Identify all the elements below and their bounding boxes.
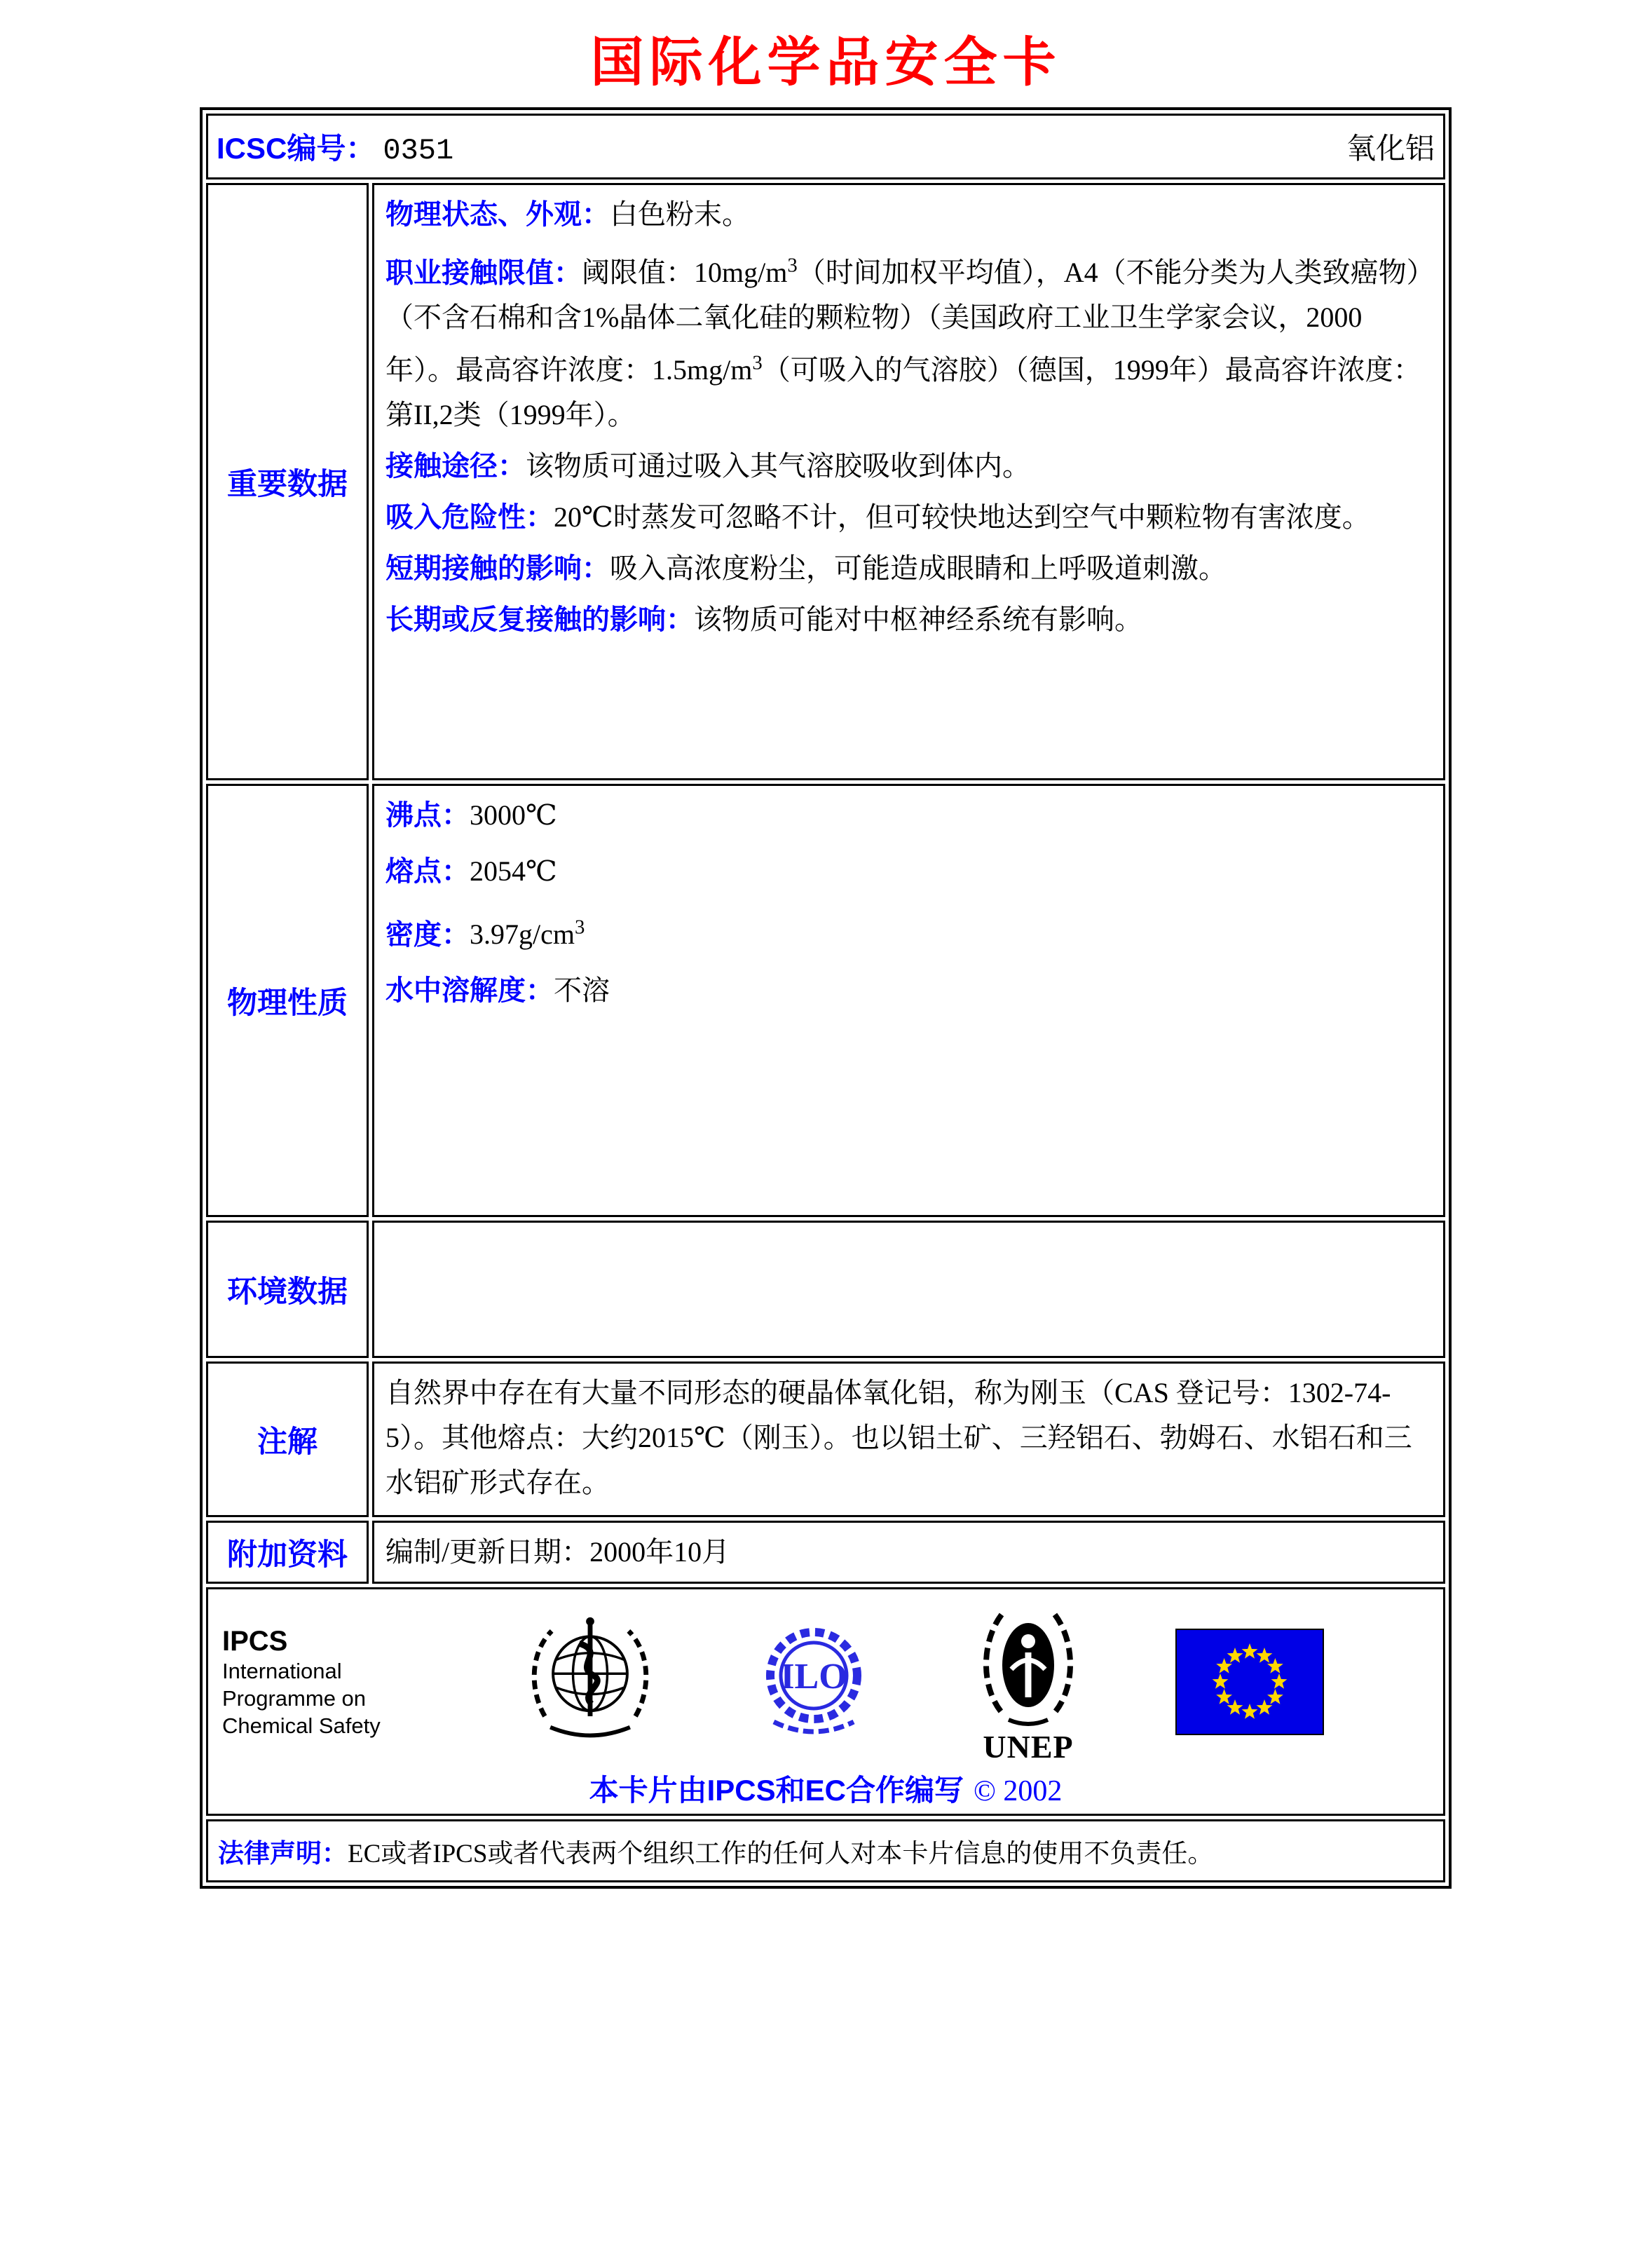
entry-label: 短期接触的影响： — [385, 552, 610, 584]
entry-label: 熔点： — [385, 856, 470, 887]
entry-routes-of-exposure — [385, 444, 1432, 489]
entry-label: 接触途径： — [385, 450, 526, 482]
legal-label: 法律声明： — [218, 1839, 348, 1868]
icsc-number — [217, 125, 453, 168]
entry-boiling-point — [385, 793, 1432, 838]
page-title: 国际化学品安全卡 — [590, 31, 1062, 93]
ipcs-name-line: International — [222, 1658, 342, 1683]
entry-label: 吸入危险性： — [385, 501, 554, 533]
ilo-logo — [747, 1615, 880, 1749]
ipcs-text-block — [222, 1625, 432, 1739]
ilo-wordmark: ILO — [780, 1657, 847, 1697]
entry-water-solubility — [385, 968, 1432, 1013]
entry-value: 2054℃ — [470, 855, 557, 887]
unep-wordmark: UNEP — [982, 1729, 1074, 1765]
icsc-number-label: ICSC编号： — [217, 132, 376, 165]
section-title-notes: 注解 — [206, 1362, 369, 1517]
entry-label: 长期或反复接触的影响： — [385, 604, 694, 635]
legal-text: EC或者IPCS或者代表两个组织工作的任何人对本卡片信息的使用不负责任。 — [348, 1840, 1214, 1868]
entry-value: 阈限值：$10mg/m^3$（时间加权平均值），A4（不能分类为人类致癌物）（不含石棉和含1%晶体二氧化硅的颗粒物）（美国政府工业卫生学家会议，2000年）。最高容许浓度：$1.5mg/m^3$（可吸入的气溶胶）（德国，1999年）最高容许浓度：第II,2类（1999年）。 — [385, 254, 1421, 430]
section-content-important-data — [372, 183, 1445, 780]
entry-label: 沸点： — [385, 800, 470, 831]
entry-density — [385, 905, 1432, 957]
chemical-name: 氧化铝 — [1346, 133, 1435, 165]
entry-value: $3.97g/cm^3$ — [470, 916, 585, 951]
entry-exposure-limits — [385, 243, 1432, 437]
entry-physical-state — [385, 192, 1432, 237]
entry-label: 密度： — [385, 919, 470, 951]
entry-short-term-effects — [385, 546, 1432, 591]
unep-logo — [968, 1599, 1088, 1765]
section-content-physical-properties — [372, 784, 1445, 1217]
entry-label: 物理状态、外观： — [385, 199, 610, 230]
section-content-additional-info: 编制/更新日期：2000年10月 — [372, 1521, 1445, 1584]
entry-value: 20℃时蒸发可忽略不计，但可较快地达到空气中颗粒物有害浓度。 — [554, 501, 1370, 533]
tagline-text: 本卡片由IPCS和EC合作编写 — [589, 1774, 964, 1807]
entry-value: 不溶 — [554, 975, 610, 1007]
copyright-text: © 2002 — [973, 1775, 1063, 1807]
legal-disclaimer-row — [206, 1819, 1445, 1882]
icsc-number-value: 0351 — [383, 134, 454, 168]
entry-value: 吸入高浓度粉尘，可能造成眼睛和上呼吸道刺激。 — [610, 552, 1227, 584]
section-title-additional-info: 附加资料 — [206, 1521, 369, 1584]
icsc-card-table — [200, 107, 1452, 1889]
entry-inhalation-risk — [385, 495, 1432, 540]
entry-label: 职业接触限值： — [385, 257, 582, 289]
entry-value: 3000℃ — [470, 799, 557, 831]
section-title-important-data: 重要数据 — [206, 183, 369, 780]
ipcs-abbreviation: IPCS — [222, 1625, 288, 1657]
entry-melting-point — [385, 849, 1432, 894]
card-header-row — [206, 114, 1445, 179]
entry-value: 该物质可能对中枢神经系统有影响。 — [694, 603, 1142, 635]
entry-label: 水中溶解度： — [385, 975, 554, 1007]
section-title-environmental-data: 环境数据 — [206, 1221, 369, 1358]
entry-long-term-effects — [385, 597, 1432, 642]
ipcs-name-line: Programme on — [222, 1685, 367, 1711]
section-title-physical-properties: 物理性质 — [206, 784, 369, 1217]
entry-value: 白色粉末。 — [610, 198, 750, 230]
section-content-notes: 自然界中存在有大量不同形态的硬晶体氧化铝，称为刚玉（CAS 登记号：1302-74-5）。其他熔点：大约2015℃（刚玉）。也以铝土矿、三羟铝石、勃姆石、水铝石和三水铝矿形式存在。 — [372, 1362, 1445, 1517]
eu-flag — [1175, 1629, 1324, 1735]
ipcs-name-line: Chemical Safety — [222, 1713, 381, 1738]
who-logo — [520, 1613, 660, 1751]
section-content-environmental-data — [372, 1221, 1445, 1358]
footer-logos-row — [206, 1587, 1445, 1816]
footer-tagline — [222, 1767, 1429, 1809]
entry-value: 该物质可通过吸入其气溶胶吸收到体内。 — [526, 449, 1030, 482]
